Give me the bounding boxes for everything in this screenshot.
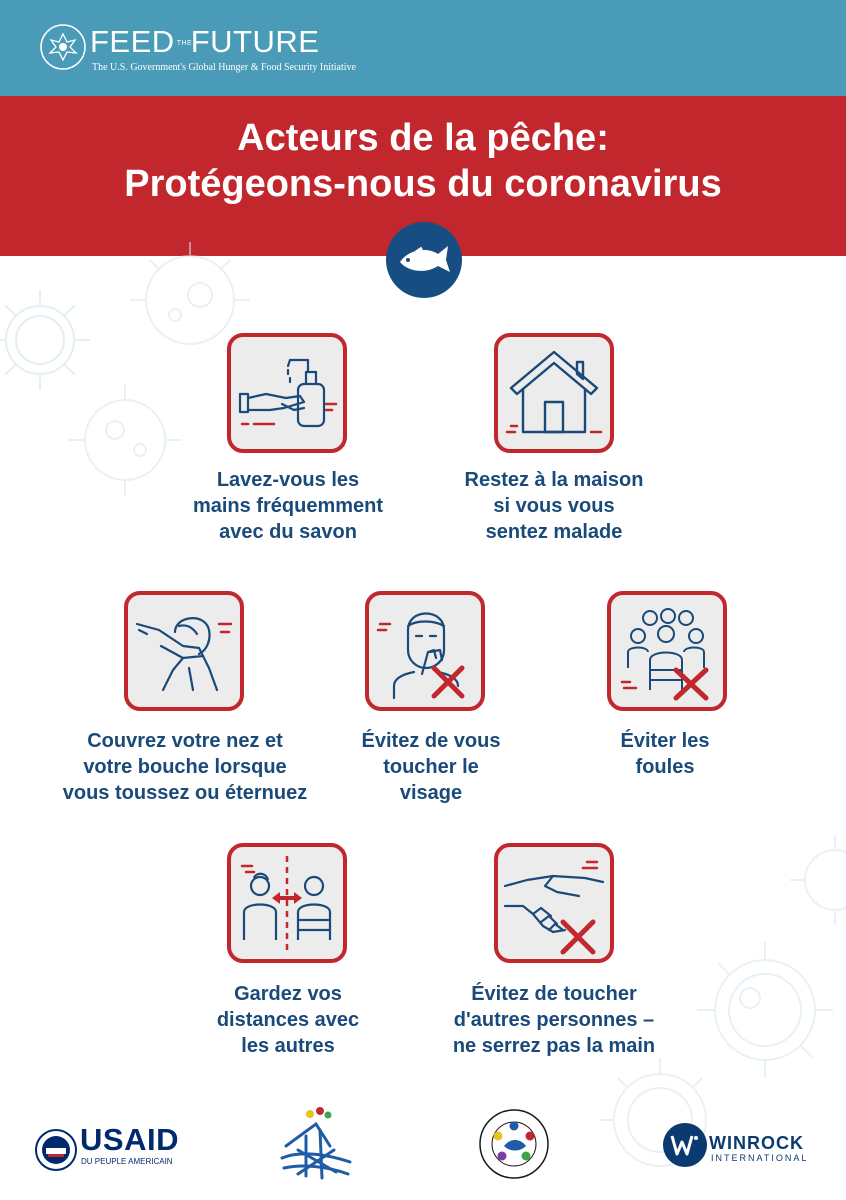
- caption-line: Lavez-vous les: [216, 469, 360, 491]
- handwash-icon: [226, 332, 348, 454]
- usaid-tagline: DU PEUPLE AMERICAIN: [81, 1157, 173, 1166]
- us-seal-icon: [38, 22, 88, 72]
- usaid-logo-text: USAID: [80, 1122, 179, 1157]
- caption-line: vous toussez ou éternuez: [62, 782, 308, 804]
- brand-tagline: The U.S. Government's Global Hunger & Food Security Initiative: [92, 62, 356, 73]
- tip-card-handwash: [226, 332, 348, 454]
- tip-card-handshake: [493, 842, 615, 964]
- fish-badge: [386, 222, 462, 298]
- winrock-tagline: INTERNATIONAL: [711, 1153, 809, 1163]
- tip-caption-face-touch: [338, 728, 524, 806]
- brand-left: FEED: [90, 24, 175, 59]
- caption-line: Évitez de vous: [361, 730, 501, 752]
- tip-caption-crowd: [580, 728, 750, 780]
- usaid-seal-icon: [34, 1128, 78, 1172]
- caption-line: d'autres personnes –: [453, 1009, 655, 1031]
- tip-caption-house: [430, 467, 678, 545]
- title-line-1: Acteurs de la pêche:: [237, 117, 609, 159]
- house-icon: [493, 332, 615, 454]
- caption-line: visage: [399, 782, 463, 804]
- tip-card-house: [493, 332, 615, 454]
- tip-caption-handshake: [418, 981, 690, 1059]
- fish-icon: [386, 222, 462, 298]
- brand-right: FUTURE: [190, 24, 320, 59]
- tip-caption-sneeze: [46, 728, 324, 806]
- boat-emblem-logo: [276, 1106, 358, 1182]
- caption-line: foules: [635, 756, 695, 778]
- tip-caption-distance: [180, 981, 396, 1059]
- tip-card-sneeze: [123, 590, 245, 712]
- caption-line: Restez à la maison: [464, 469, 644, 491]
- sneeze-elbow-icon: [123, 590, 245, 712]
- caption-line: toucher le: [383, 756, 479, 778]
- caption-line: avec du savon: [219, 521, 357, 543]
- caption-line: ne serrez pas la main: [452, 1035, 656, 1057]
- brand-the: THE: [176, 39, 193, 47]
- winrock-logo-icon: [662, 1122, 708, 1168]
- caption-line: Gardez vos: [234, 983, 342, 1005]
- virus-decoration-icon: [780, 800, 846, 960]
- caption-line: mains fréquemment: [192, 495, 384, 517]
- distance-icon: [226, 842, 348, 964]
- crowd-icon: [606, 590, 728, 712]
- tip-caption-handwash: [165, 467, 411, 545]
- caption-line: Couvrez votre nez et: [87, 730, 283, 752]
- caption-line: votre bouche lorsque: [83, 756, 287, 778]
- caption-line: si vous vous: [493, 495, 615, 517]
- conseil-peche-seal-logo: [476, 1104, 552, 1188]
- feed-the-future-logo: [90, 26, 319, 58]
- handshake-icon: [493, 842, 615, 964]
- caption-line: distances avec: [216, 1009, 360, 1031]
- tip-card-face-touch: [364, 590, 486, 712]
- page-title: [0, 115, 846, 207]
- title-line-2: Protégeons-nous du coronavirus: [124, 163, 722, 205]
- tip-card-distance: [226, 842, 348, 964]
- face-touch-icon: [364, 590, 486, 712]
- caption-line: Éviter les: [620, 730, 710, 752]
- caption-line: les autres: [241, 1035, 335, 1057]
- caption-line: sentez malade: [485, 521, 623, 543]
- caption-line: Évitez de toucher: [471, 983, 637, 1005]
- winrock-logo-text: WINROCK: [709, 1133, 804, 1153]
- tip-card-crowd: [606, 590, 728, 712]
